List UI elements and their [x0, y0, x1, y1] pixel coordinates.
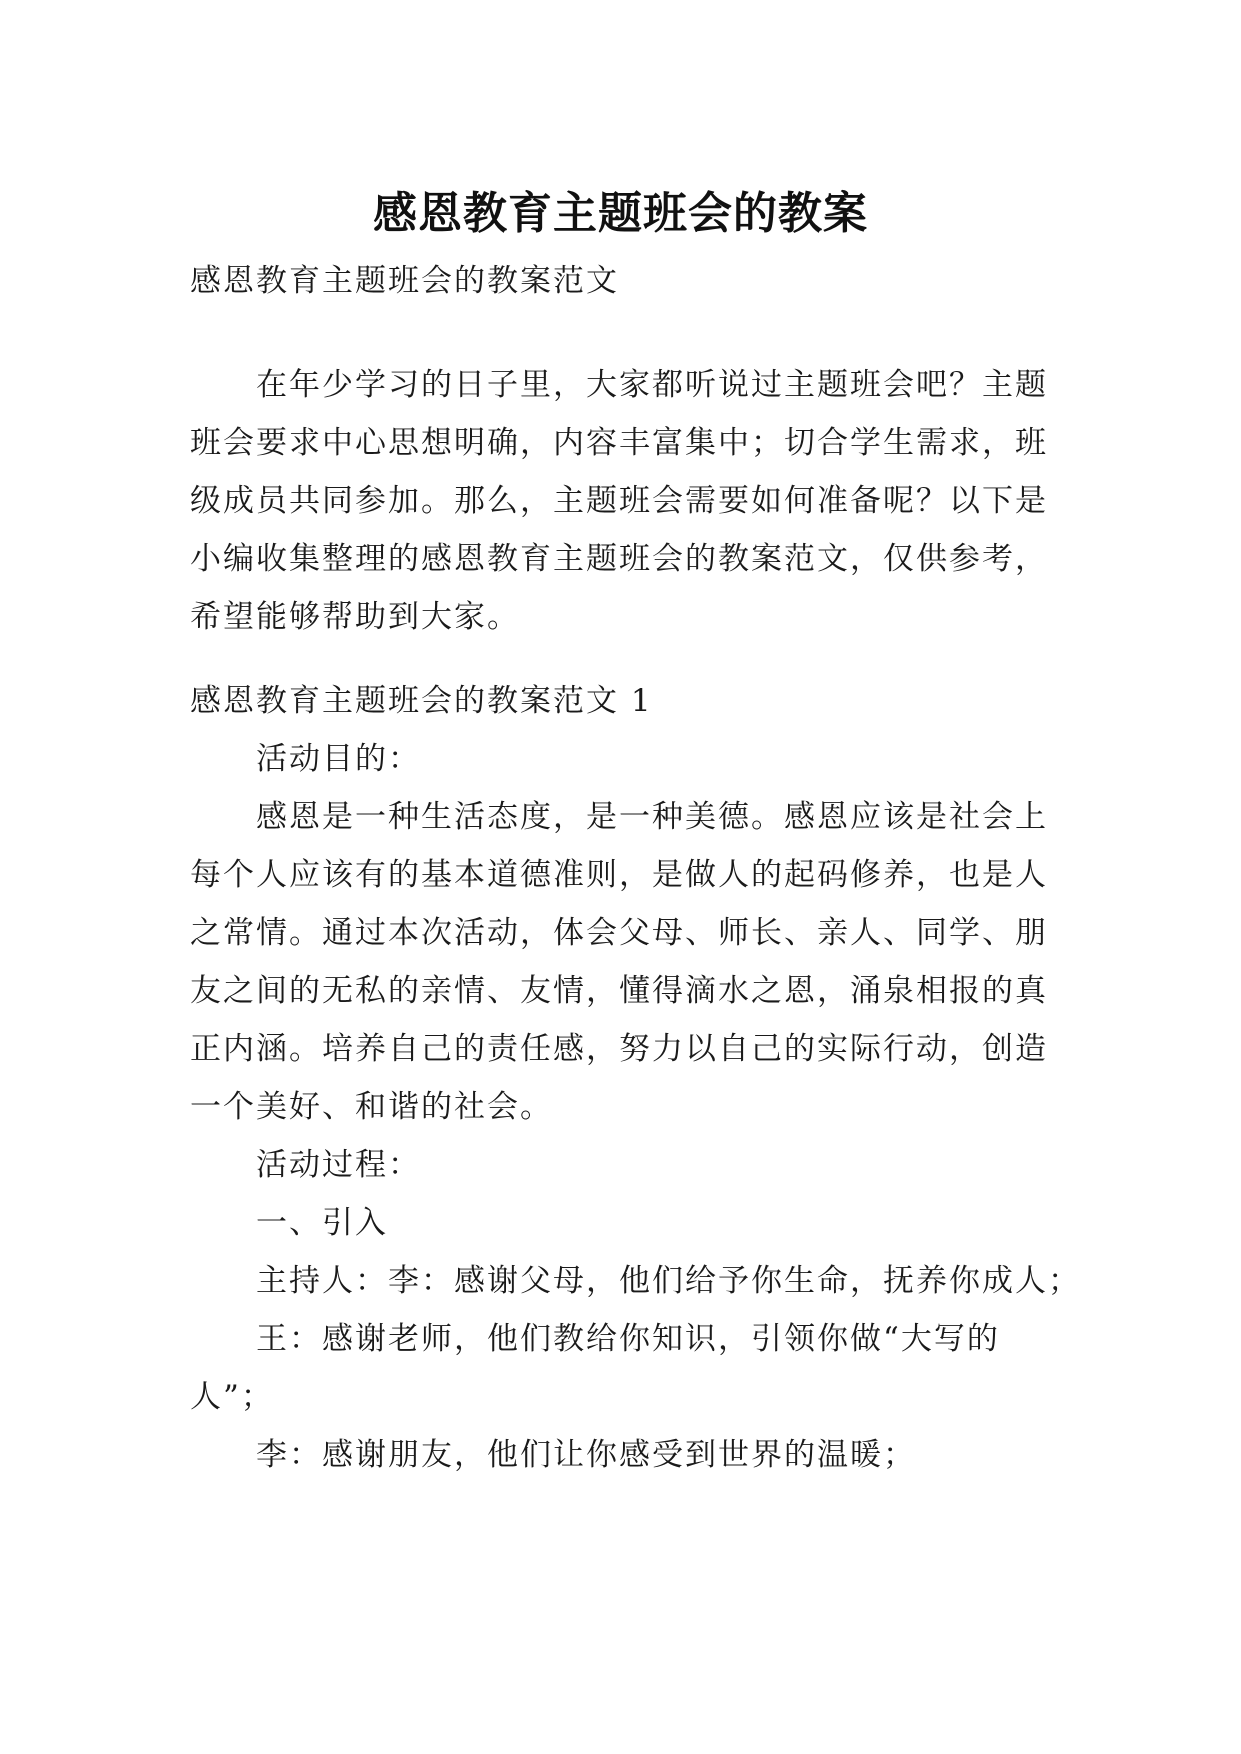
document-title: 感恩教育主题班会的教案 [373, 188, 868, 240]
intro-line: 小编收集整理的感恩教育主题班会的教案范文，仅供参考， [190, 541, 1048, 577]
wang-paragraph [190, 1310, 1060, 1426]
step-label: 一、引入 [256, 1205, 388, 1241]
goal-paragraph [190, 788, 1060, 1136]
wang-line: 人”； [190, 1379, 274, 1415]
intro-line: 希望能够帮助到大家。 [190, 599, 520, 635]
goal-line: 友之间的无私的亲情、友情，懂得滴水之恩，涌泉相报的真 [190, 973, 1048, 1009]
goal-line: 每个人应该有的基本道德准则，是做人的起码修养，也是人 [190, 857, 1048, 893]
host-line: 主持人：李：感谢父母，他们给予你生命，抚养你成人； [256, 1263, 1081, 1299]
intro-line: 级成员共同参加。那么，主题班会需要如何准备呢？以下是 [190, 483, 1048, 519]
goal-line: 一个美好、和谐的社会。 [190, 1089, 553, 1125]
intro-paragraph [190, 356, 1060, 646]
li-line: 李：感谢朋友，他们让你感受到世界的温暖； [256, 1437, 916, 1473]
goal-line: 之常情。通过本次活动，体会父母、师长、亲人、同学、朋 [190, 915, 1048, 951]
document-subtitle: 感恩教育主题班会的教案范文 [190, 263, 619, 299]
intro-line: 在年少学习的日子里，大家都听说过主题班会吧？主题 [256, 367, 1048, 403]
section-heading: 感恩教育主题班会的教案范文 1 [190, 683, 653, 719]
process-label: 活动过程： [256, 1147, 421, 1183]
goal-label: 活动目的： [256, 741, 421, 777]
goal-line: 正内涵。培养自己的责任感，努力以自己的实际行动，创造 [190, 1031, 1048, 1067]
wang-line: 王：感谢老师，他们教给你知识，引领你做“大写的 [256, 1321, 1000, 1357]
goal-line: 感恩是一种生活态度，是一种美德。感恩应该是社会上 [256, 799, 1048, 835]
intro-line: 班会要求中心思想明确，内容丰富集中；切合学生需求，班 [190, 425, 1048, 461]
